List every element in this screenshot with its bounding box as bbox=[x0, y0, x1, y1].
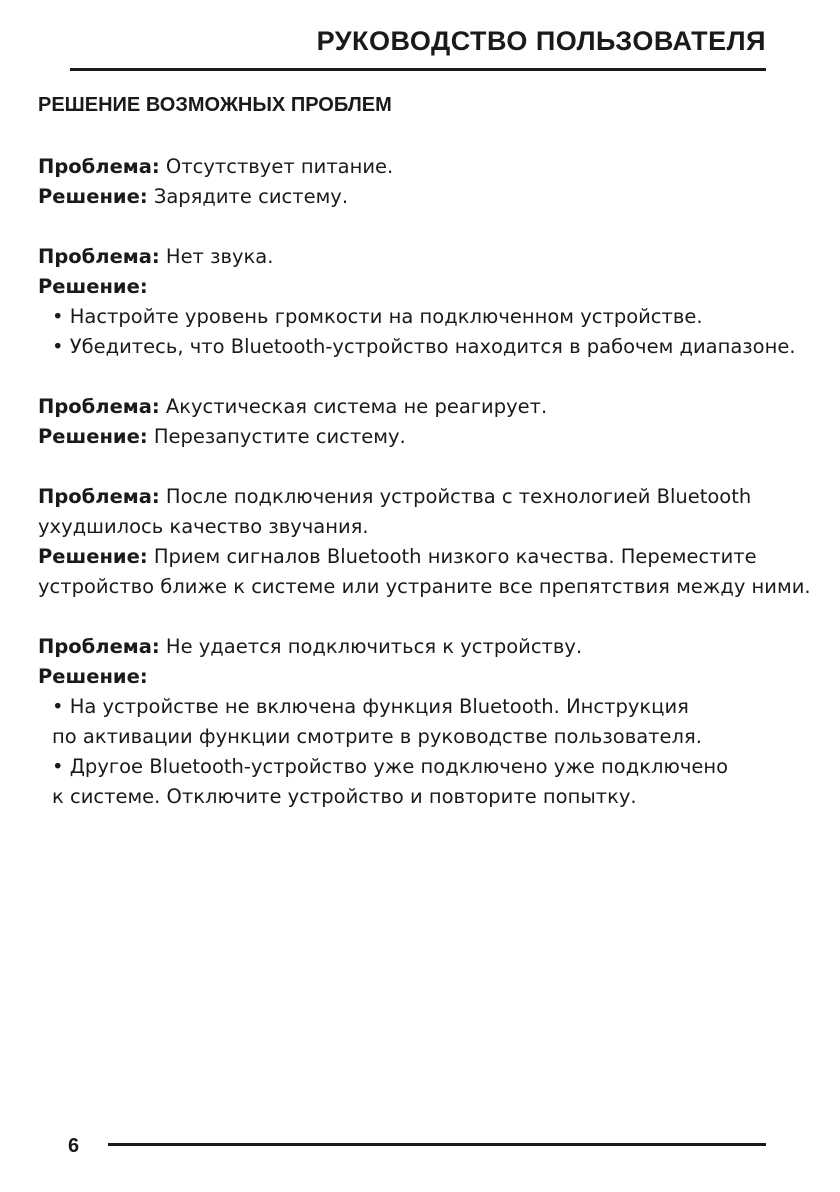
problem-text-continued: ухудшилось качество звучания. bbox=[38, 515, 369, 538]
problem-line bbox=[38, 632, 808, 662]
solution-bullet: • Другое Bluetooth-устройство уже подключено уже подключено bbox=[52, 755, 729, 778]
solution-line bbox=[38, 182, 808, 212]
solution-label: Решение: bbox=[38, 665, 148, 688]
solution-text: Прием сигналов Bluetooth низкого качества. Переместите bbox=[147, 545, 757, 568]
solution-text: Зарядите систему. bbox=[147, 185, 349, 208]
troubleshoot-item-no-sound bbox=[38, 242, 808, 362]
document-body bbox=[38, 88, 811, 842]
troubleshoot-item-not-responding bbox=[38, 392, 808, 452]
problem-line bbox=[38, 392, 808, 422]
solution-bullet-continued: к системе. Отключите устройство и повторите попытку. bbox=[52, 785, 637, 808]
problem-text: Отсутствует питание. bbox=[159, 155, 394, 178]
problem-text: Не удается подключиться к устройству. bbox=[159, 635, 583, 658]
solution-label: Решение: bbox=[38, 275, 148, 298]
solution-line bbox=[38, 542, 808, 572]
problem-label: Проблема: bbox=[38, 245, 160, 268]
solution-bullet-continued: по активации функции смотрите в руководстве пользователя. bbox=[52, 725, 702, 748]
problem-line bbox=[38, 482, 808, 512]
problem-text: После подключения устройства с технологией Bluetooth bbox=[159, 485, 752, 508]
solution-label: Решение: bbox=[38, 185, 148, 208]
problem-label: Проблема: bbox=[38, 155, 160, 178]
troubleshoot-item-cannot-connect bbox=[38, 632, 808, 812]
problem-text: Нет звука. bbox=[159, 245, 274, 268]
header-divider bbox=[70, 68, 766, 71]
solution-text: Перезапустите систему. bbox=[147, 425, 406, 448]
troubleshoot-item-power bbox=[38, 152, 808, 212]
problem-label: Проблема: bbox=[38, 395, 160, 418]
solution-line bbox=[38, 272, 808, 302]
troubleshoot-item-sound-quality bbox=[38, 482, 811, 602]
solution-text-continued: устройство ближе к системе или устраните все препятствия между ними. bbox=[38, 575, 811, 598]
section-title: РЕШЕНИЕ ВОЗМОЖНЫХ ПРОБЛЕМ bbox=[38, 94, 392, 116]
solution-line bbox=[38, 422, 808, 452]
solution-bullet: • Настройте уровень громкости на подключенном устройстве. bbox=[52, 305, 703, 328]
document-header-title: РУКОВОДСТВО ПОЛЬЗОВАТЕЛЯ bbox=[316, 26, 766, 56]
solution-label: Решение: bbox=[38, 545, 148, 568]
problem-line bbox=[38, 152, 808, 182]
problem-label: Проблема: bbox=[38, 485, 160, 508]
problem-text: Акустическая система не реагирует. bbox=[159, 395, 548, 418]
page-number: 6 bbox=[68, 1135, 80, 1157]
solution-label: Решение: bbox=[38, 425, 148, 448]
problem-label: Проблема: bbox=[38, 635, 160, 658]
problem-line bbox=[38, 242, 808, 272]
solution-bullet: • Убедитесь, что Bluetooth-устройство находится в рабочем диапазоне. bbox=[52, 335, 796, 358]
footer-divider bbox=[108, 1143, 766, 1146]
solution-bullet: • На устройстве не включена функция Bluetooth. Инструкция bbox=[52, 695, 689, 718]
solution-line bbox=[38, 662, 808, 692]
